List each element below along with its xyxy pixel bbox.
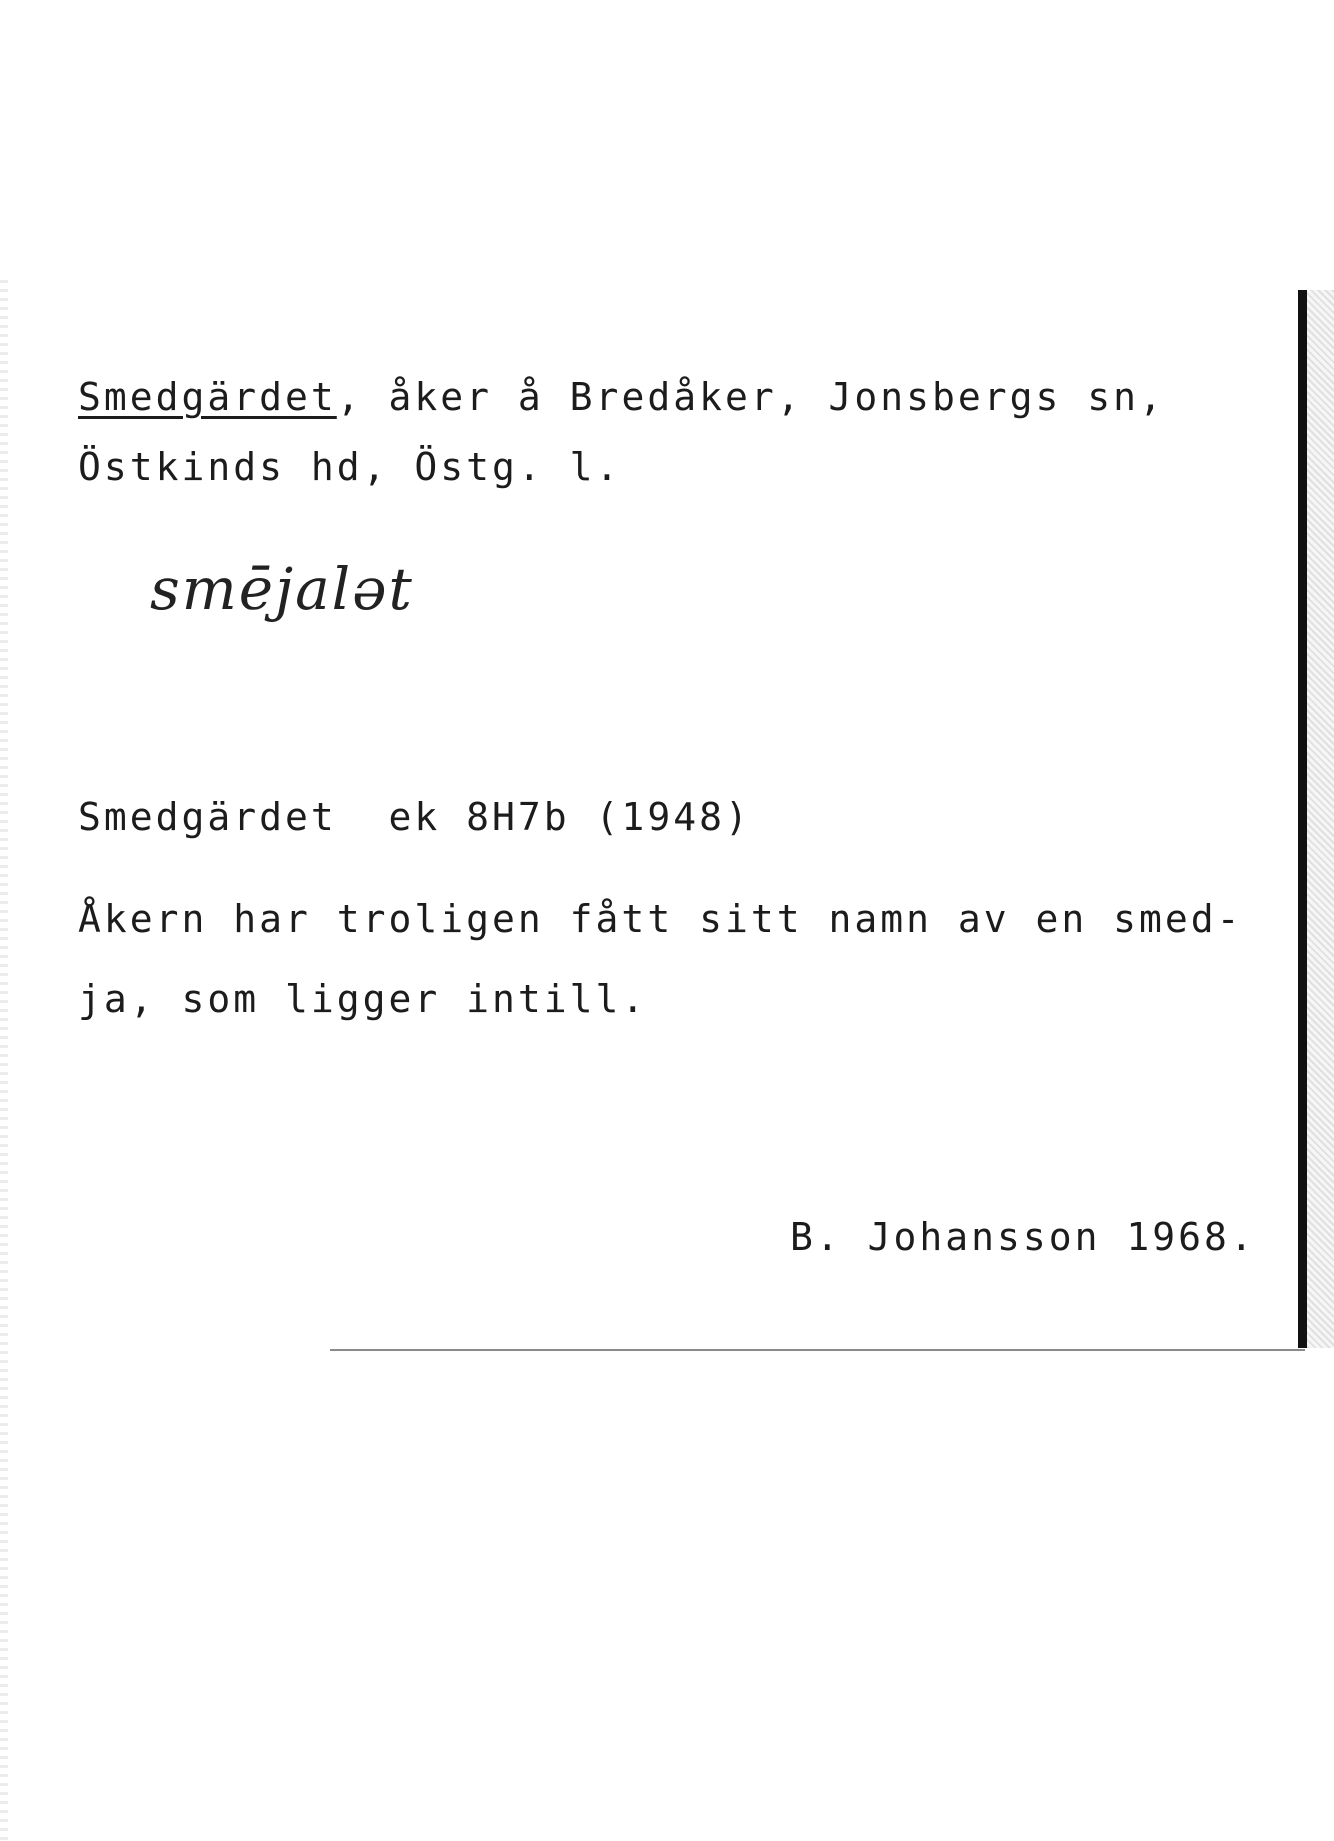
map-reference: Smedgärdet ek 8H7b (1948) bbox=[78, 795, 751, 839]
entry-line-2: Östkinds hd, Östg. l. bbox=[78, 445, 622, 489]
signature: B. Johansson 1968. bbox=[790, 1215, 1256, 1259]
entry-line-1-rest: , åker å Bredåker, Jonsbergs sn, bbox=[336, 375, 1165, 419]
note-line-1: Åkern har troligen fått sitt namn av en smed- bbox=[78, 897, 1243, 941]
left-scan-edge bbox=[0, 280, 8, 1840]
note-line-2: ja, som ligger intill. bbox=[78, 977, 648, 1021]
card-bottom-edge bbox=[330, 1349, 1305, 1351]
entry-line-1 bbox=[78, 375, 1165, 419]
phonetic-transcription: smējalət bbox=[150, 555, 414, 623]
headword: Smedgärdet bbox=[78, 375, 337, 419]
right-card-border bbox=[1298, 290, 1307, 1348]
right-scan-texture bbox=[1307, 290, 1334, 1348]
